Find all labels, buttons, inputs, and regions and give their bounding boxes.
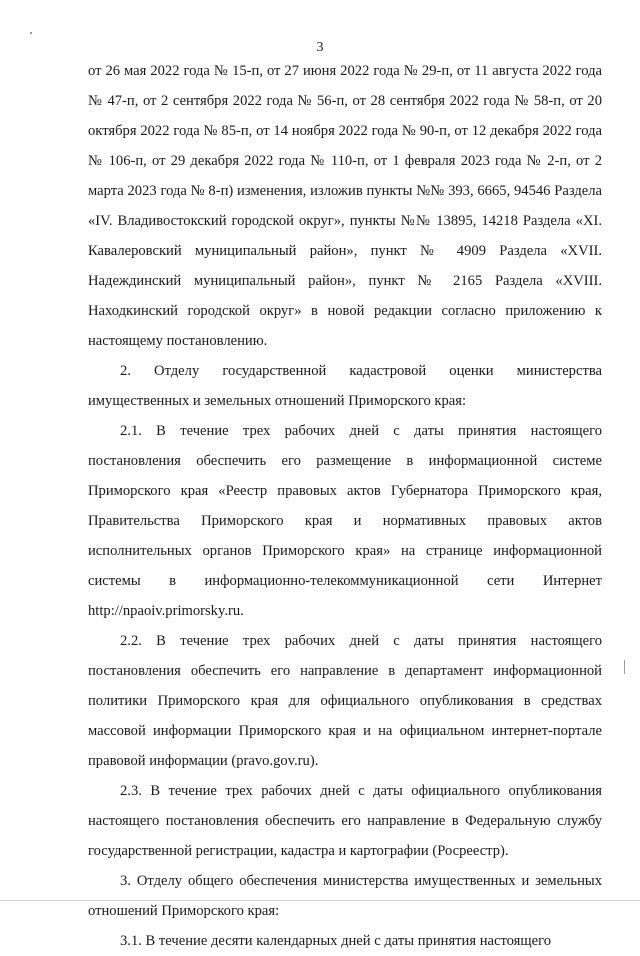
paragraph-continuation: от 26 мая 2022 года № 15-п, от 27 июня 2022 года № 29-п, от 11 августа 2022 года № 47-п, от 2 сентября 2022 года № 56-п, от 28 сентября 2022 года № 58-п, от 20 октября 2022 года № 85-п, от 14 ноября 2022 года № 90-п, от 12 декабря 2022 года № 106-п, от 29 декабря 2022 года № 110-п, от 1 февраля 2023 года № 2-п, от 2 марта 2023 года № 8-п) изменения, изложив пункты №№ 393, 6665, 94546 Раздела «IV. Владивостокский городской округ», пункты №№ 13895, 14218 Раздела «XI. Кавалеровский муниципальный район», пункт № 4909 Раздела «XVII. Надеждинский муниципальный район», пункт № 2165 Раздела «XVIII. Находкинский городской округ» в новой редакции согласно приложению к настоящему постановлению. (88, 63, 602, 349)
page-bottom-edge (0, 900, 640, 901)
document-body (88, 56, 602, 956)
scan-speck (30, 32, 32, 34)
page-number: 3 (316, 40, 324, 55)
paragraph-item-2: 2. Отделу государственной кадастровой оценки министерства имущественных и земельных отношений Приморского края: (88, 363, 602, 409)
scan-speck (624, 660, 625, 674)
paragraph-item-3-1: 3.1. В течение десяти календарных дней с даты принятия настоящего (120, 933, 552, 949)
paragraph-item-2-2: 2.2. В течение трех рабочих дней с даты принятия настоящего постановления обеспечить его направление в департамент информационной политики Приморского края для официального опубликования в средствах массовой информации Приморского края и на официальном интернет-портале правовой информации (pravo.gov.ru). (88, 633, 602, 769)
paragraph-item-2-3: 2.3. В течение трех рабочих дней с даты официального опубликования настоящего постановления обеспечить его направление в Федеральную службу государственной регистрации, кадастра и картографии (Росреестр). (88, 783, 602, 859)
paragraph-item-2-1: 2.1. В течение трех рабочих дней с даты принятия настоящего постановления обеспечить его размещение в информационной системе Приморского края «Реестр правовых актов Губернатора Приморского края, Правительства Приморского края и нормативных правовых актов исполнительных органов Приморского края» на странице информационной системы в информационно-телекоммуникационной сети Интернет http://npaoiv.primorsky.ru. (88, 423, 602, 619)
paragraph-item-3: 3. Отделу общего обеспечения министерства имущественных и земельных отношений Приморского края: (88, 873, 602, 919)
